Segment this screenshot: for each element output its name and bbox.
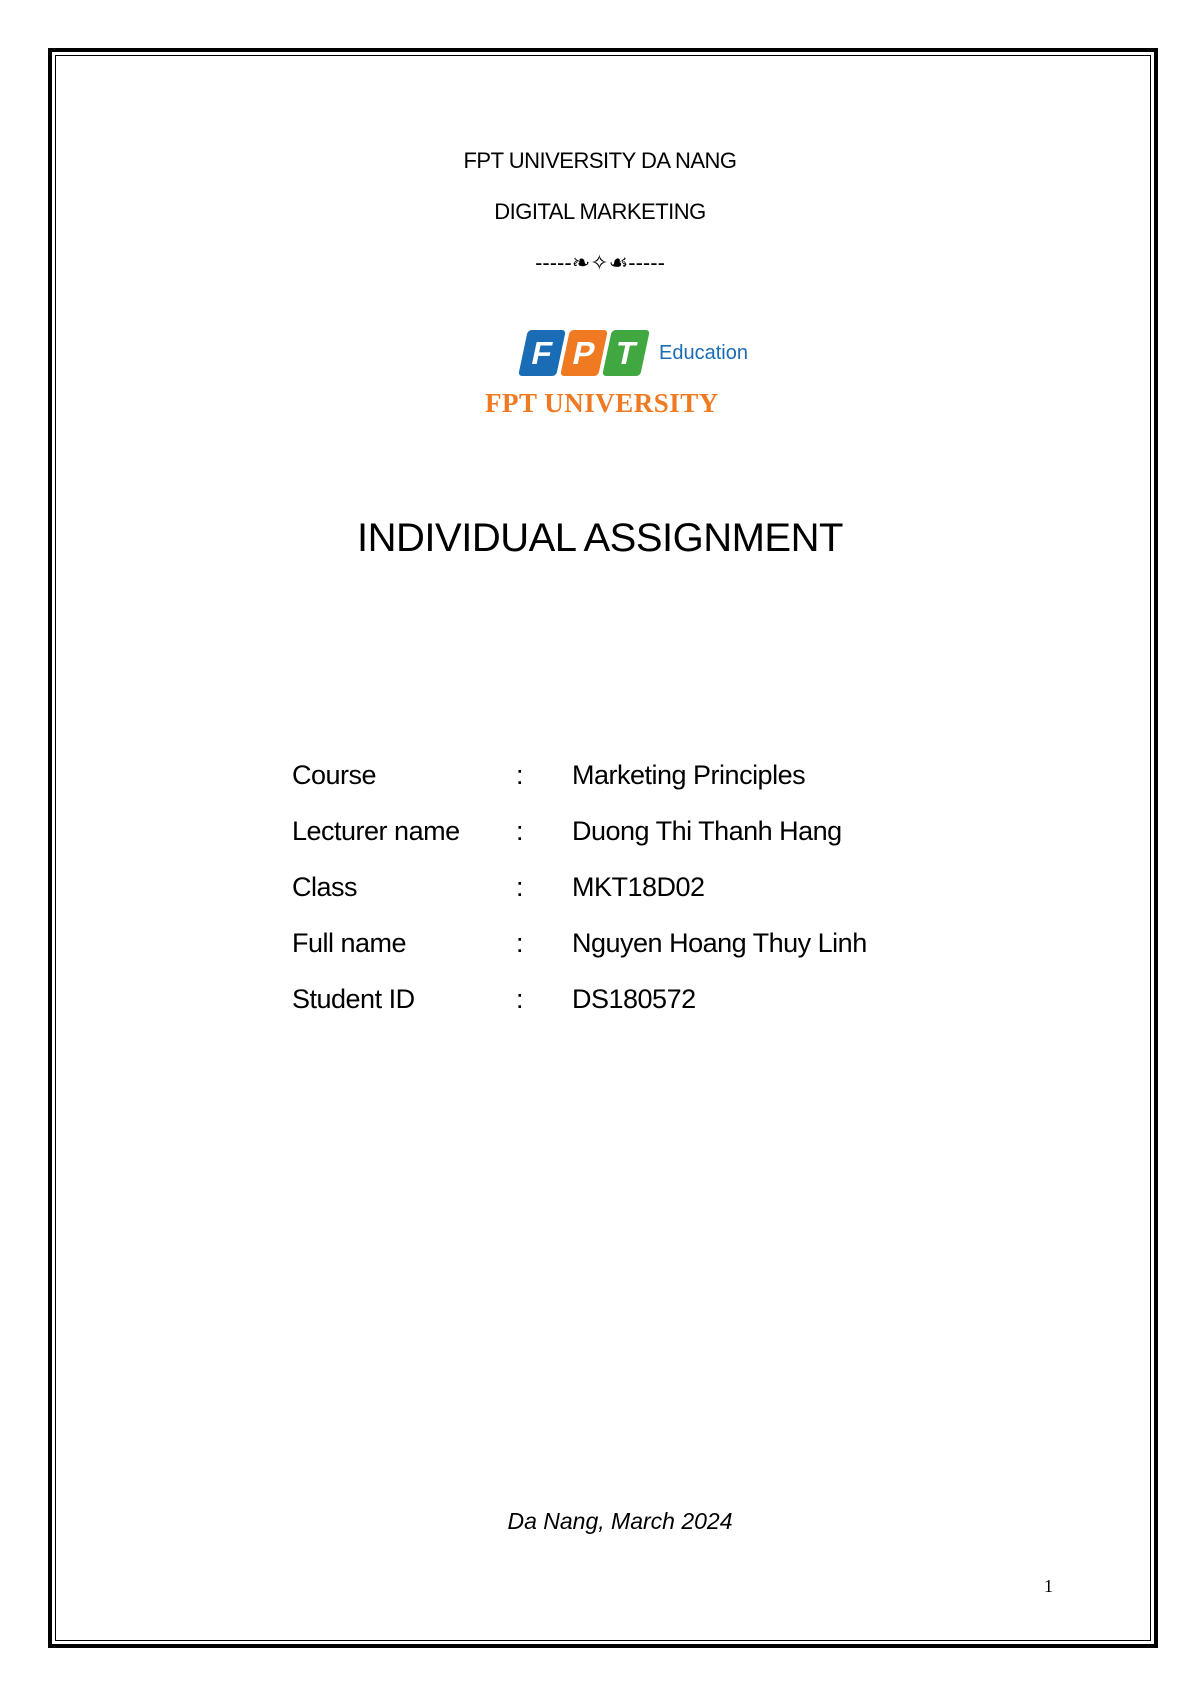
ornament-divider: -----❧✧☙----- (535, 250, 665, 275)
info-value: MKT18D02 (572, 872, 705, 902)
logo-tile-t: T (602, 330, 650, 376)
fpt-education-logo (485, 330, 748, 430)
logo-education-text: Education (659, 342, 748, 364)
logo-tile-p: P (560, 330, 608, 376)
logo-tile-f: F (518, 330, 566, 376)
info-value: Marketing Principles (572, 760, 806, 790)
info-colon: : (516, 872, 524, 902)
info-label: Course (292, 760, 377, 790)
info-value: Duong Thi Thanh Hang (572, 816, 842, 846)
info-colon: : (516, 984, 524, 1014)
info-label: Student ID (292, 984, 415, 1014)
info-colon: : (516, 816, 524, 846)
logo-university-text: FPT UNIVERSITY (485, 388, 719, 418)
info-label: Full name (292, 928, 407, 958)
page-number: 1 (1044, 1576, 1053, 1596)
info-label: Class (292, 872, 358, 902)
page-border-inner (55, 55, 1151, 1641)
institution-heading: FPT UNIVERSITY DA NANG (463, 148, 737, 173)
info-label: Lecturer name (292, 816, 460, 846)
info-value: DS180572 (572, 984, 696, 1014)
info-colon: : (516, 928, 524, 958)
document-title: INDIVIDUAL ASSIGNMENT (357, 516, 843, 560)
info-value: Nguyen Hoang Thuy Linh (572, 928, 867, 958)
department-heading: DIGITAL MARKETING (494, 199, 706, 224)
submission-date: Da Nang, March 2024 (507, 1508, 733, 1534)
info-colon: : (516, 760, 524, 790)
